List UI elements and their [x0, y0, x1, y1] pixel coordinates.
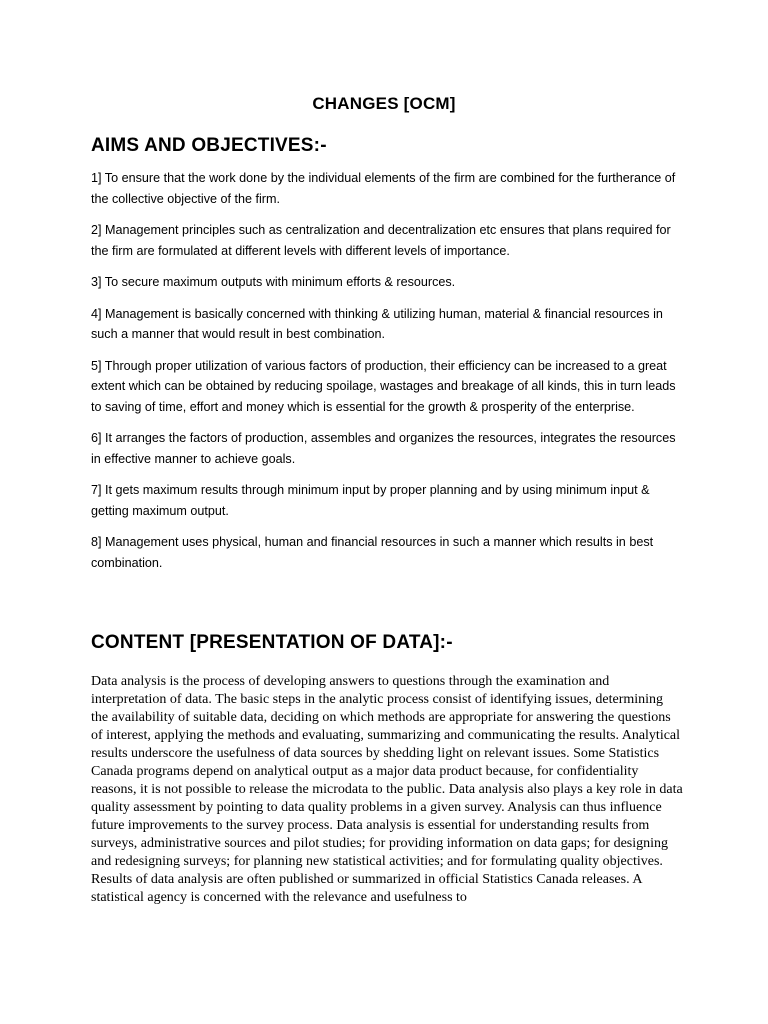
list-item: 1] To ensure that the work done by the individual elements of the firm are combined for the furtherance of the collective objective of the firm. — [91, 171, 676, 206]
page-title: CHANGES [OCM] — [312, 94, 456, 113]
aims-list — [91, 168, 686, 584]
section-heading-aims: AIMS AND OBJECTIVES:- — [91, 135, 327, 156]
list-item: 3] To secure maximum outputs with minimum efforts & resources. — [91, 275, 456, 289]
section-heading-content: CONTENT [PRESENTATION OF DATA]:- — [91, 632, 453, 653]
list-item: 8] Management uses physical, human and financial resources in such a manner which results in best combination. — [91, 535, 654, 570]
list-item: 7] It gets maximum results through minimum input by proper planning and by using minimum input & getting maximum output. — [91, 483, 650, 518]
list-item: 2] Management principles such as centralization and decentralization etc ensures that plans required for the firm are formulated at different levels with different levels of importance. — [91, 223, 671, 258]
list-item: 4] Management is basically concerned with thinking & utilizing human, material & financial resources in such a manner that would result in best combination. — [91, 306, 663, 341]
content-paragraph: Data analysis is the process of developing answers to questions through the examination and interpretation of data. The basic steps in the analytic process consist of identifying issues, determining the availability of suitable data, deciding on which methods are appropriate for answering the questions of interest, applying the methods and evaluating, summarizing and communicating the results. Analytical results underscore the usefulness of data sources by shedding light on relevant issues. Some Statistics Canada programs depend on analytical output as a major data product because, for confidentiality reasons, it is not possible to release the microdata to the public. Data analysis also plays a key role in data quality assessment by pointing to data quality problems in a given survey. Analysis can thus influence future improvements to the survey process. Data analysis is essential for understanding results from surveys, administrative sources and pilot studies; for providing information on data gaps; for designing and redesigning surveys; for planning new statistical activities; and for formulating quality objectives. Results of data analysis are often published or summarized in official Statistics Canada releases. A statistical agency is concerned with the relevance and usefulness to — [91, 674, 683, 905]
list-item: 5] Through proper utilization of various factors of production, their efficiency can be increased to a great extent which can be obtained by reducing spoilage, wastages and breakage of all kinds, this in turn leads to saving of time, effort and money which is essential for the growth & prosperity of the enterprise. — [91, 358, 676, 414]
list-item: 6] It arranges the factors of production, assembles and organizes the resources, integrates the resources in effective manner to achieve goals. — [91, 431, 676, 466]
